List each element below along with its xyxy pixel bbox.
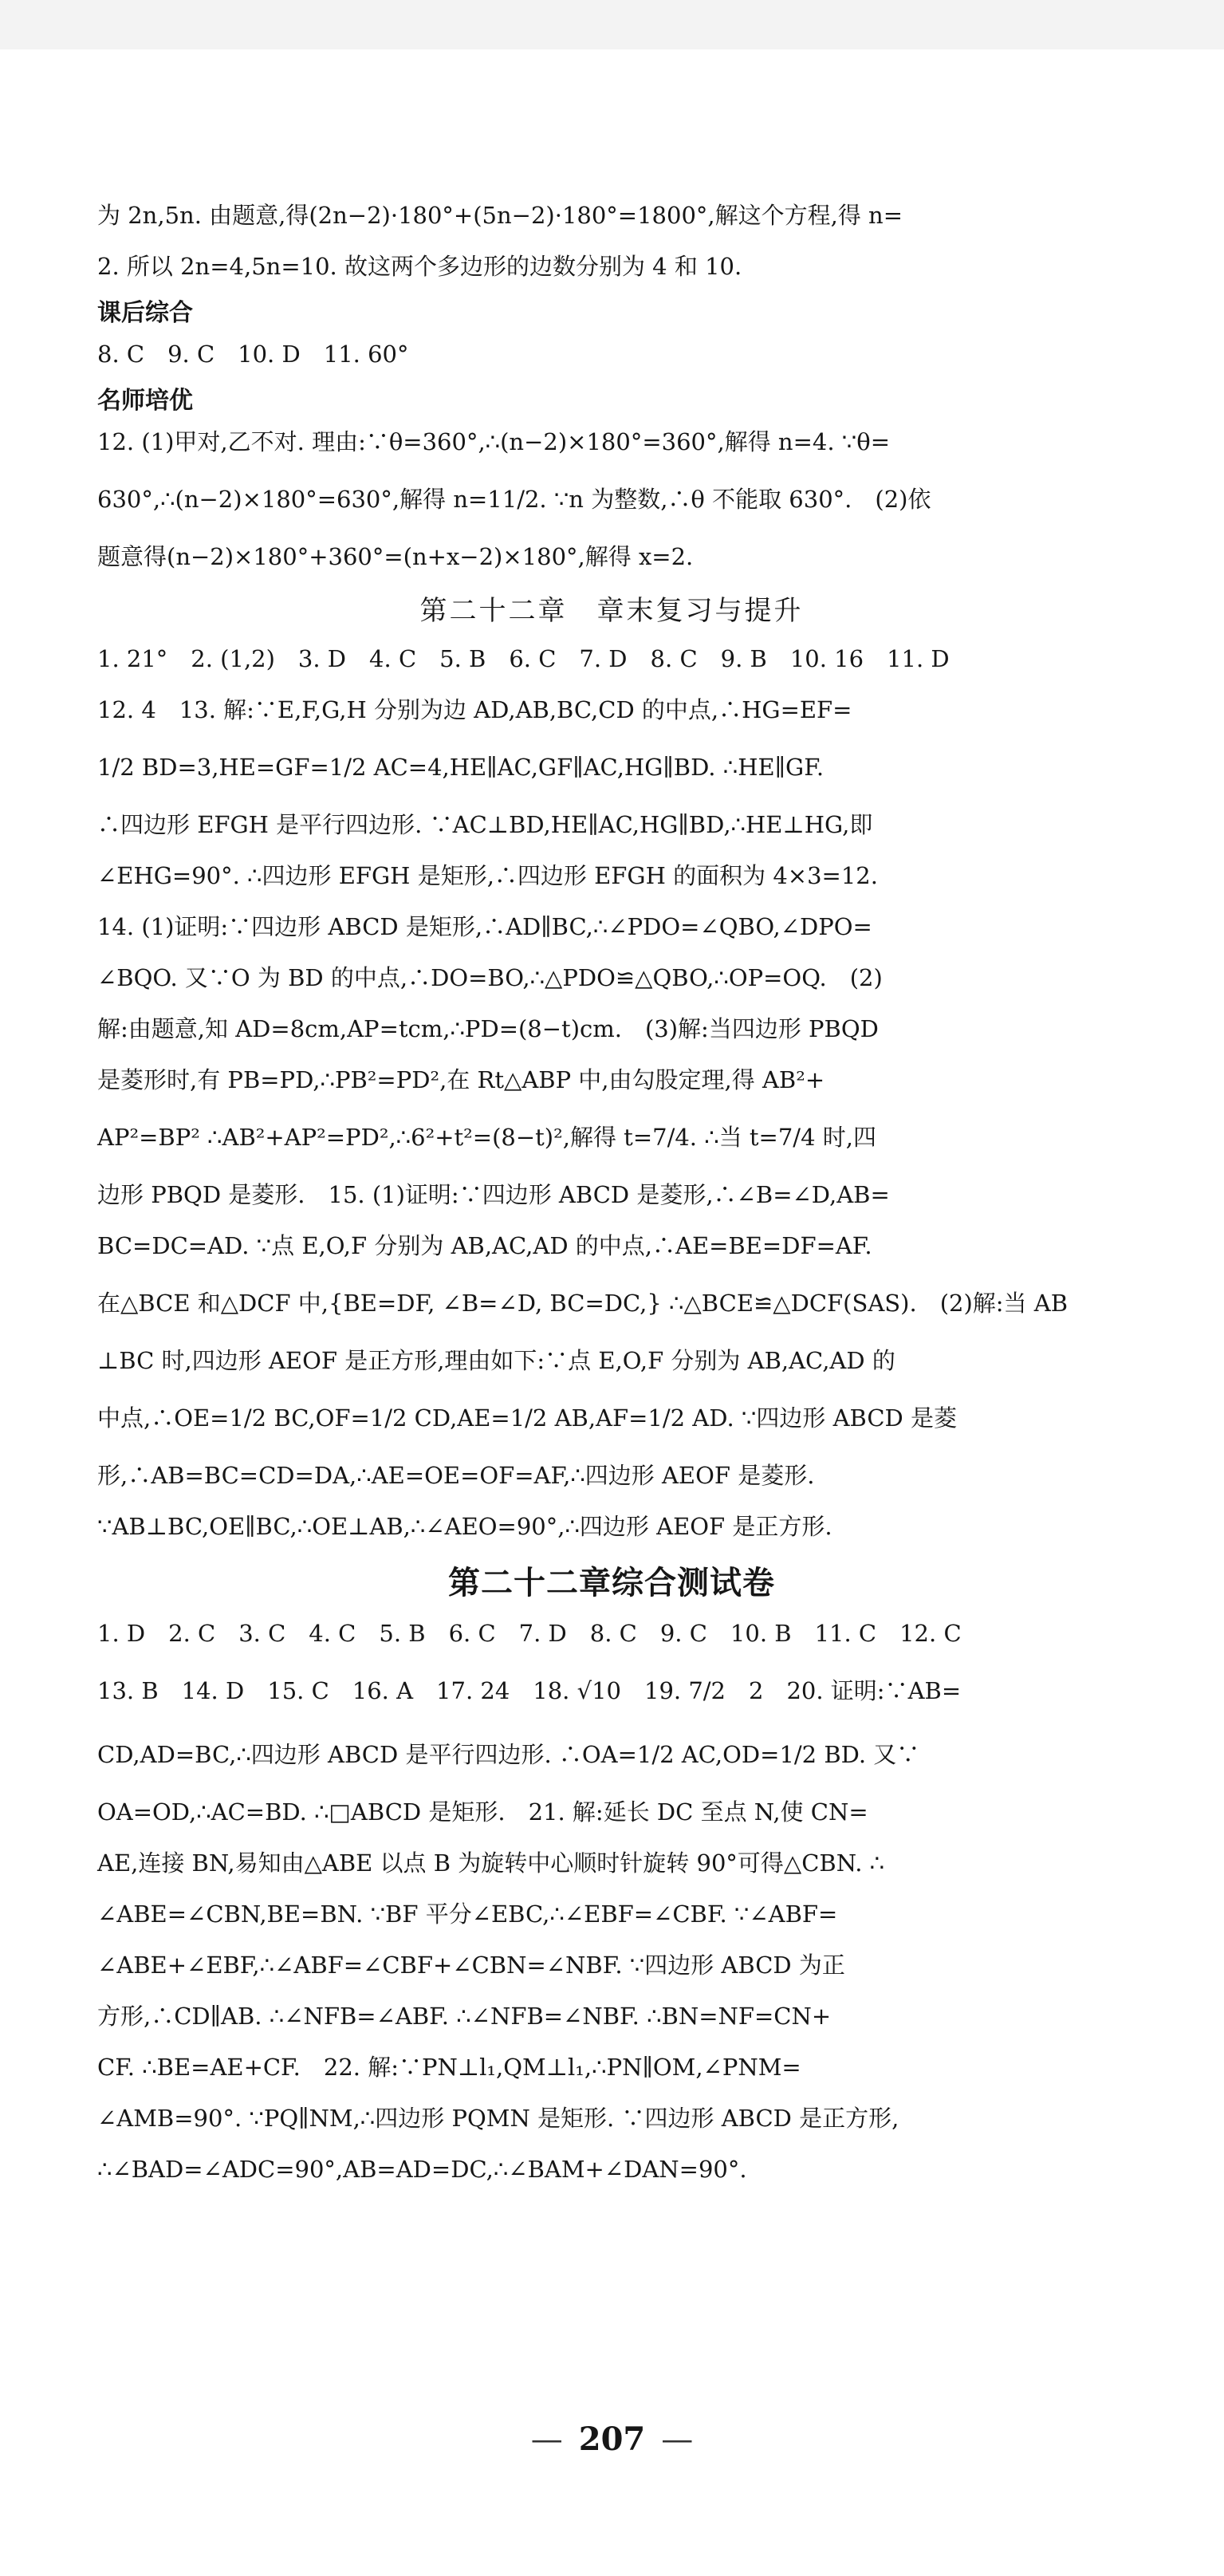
section-heading: 课后综合 xyxy=(97,299,193,327)
text-line: 边形 PBQD 是菱形. 15. (1)证明:∵四边形 ABCD 是菱形,∴∠B=∠D,AB= xyxy=(97,1180,890,1208)
text-line: 在△BCE 和△DCF 中,{BE=DF, ∠B=∠D, BC=DC,} ∴△BCE≌△DCF(SAS). (2)解:当 AB xyxy=(97,1289,1069,1317)
answer-line: 1. D 2. C 3. C 4. C 5. B 6. C 7. D 8. C 9. C 10. B 11. C 12. C xyxy=(97,1619,962,1647)
text-line: AP²=BP² ∴AB²+AP²=PD²,∴6²+t²=(8−t)²,解得 t=7/4. ∴当 t=7/4 时,四 xyxy=(97,1123,876,1151)
answer-line: 13. B 14. D 15. C 16. A 17. 24 18. √10 19. 7/2 2 20. 证明:∵AB= xyxy=(97,1676,962,1704)
text-line: BC=DC=AD. ∵点 E,O,F 分别为 AB,AC,AD 的中点,∴AE=BE=DF=AF. xyxy=(97,1231,872,1259)
text-line: ∠AMB=90°. ∵PQ∥NM,∴四边形 PQMN 是矩形. ∵四边形 ABCD 是正方形, xyxy=(97,2104,899,2132)
text-line: ∴四边形 EFGH 是平行四边形. ∵AC⊥BD,HE∥AC,HG∥BD,∴HE⊥HG,即 xyxy=(97,810,873,838)
page-footer xyxy=(0,2420,1224,2458)
text-line: 14. (1)证明:∵四边形 ABCD 是矩形,∴AD∥BC,∴∠PDO=∠QBO,∠DPO= xyxy=(97,912,872,940)
text-line: CD,AD=BC,∴四边形 ABCD 是平行四边形. ∴OA=1/2 AC,OD=1/2 BD. 又∵ xyxy=(97,1740,920,1768)
text-line: ∴∠BAD=∠ADC=90°,AB=AD=DC,∴∠BAM+∠DAN=90°. xyxy=(97,2155,747,2183)
text-line: ∠EHG=90°. ∴四边形 EFGH 是矩形,∴四边形 EFGH 的面积为 4×3=12. xyxy=(97,861,878,889)
scan-top-band xyxy=(0,0,1224,49)
text-line: ∵AB⊥BC,OE∥BC,∴OE⊥AB,∴∠AEO=90°,∴四边形 AEOF 是正方形. xyxy=(97,1512,832,1540)
text-line: 形,∴AB=BC=CD=DA,∴AE=OE=OF=AF,∴四边形 AEOF 是菱形. xyxy=(97,1461,815,1489)
text-line: CF. ∴BE=AE+CF. 22. 解:∵PN⊥l₁,QM⊥l₁,∴PN∥OM,∠PNM= xyxy=(97,2053,801,2081)
text-line: 12. 4 13. 解:∵E,F,G,H 分别为边 AD,AB,BC,CD 的中点,∴HG=EF= xyxy=(97,695,852,723)
text-line: 题意得(n−2)×180°+360°=(n+x−2)×180°,解得 x=2. xyxy=(97,542,694,570)
footer-dash: — xyxy=(661,2421,694,2458)
chapter-title: 第二十二章 章末复习与提升 xyxy=(419,594,804,627)
text-line: 中点,∴OE=1/2 BC,OF=1/2 CD,AE=1/2 AB,AF=1/2 AD. ∵四边形 ABCD 是菱 xyxy=(97,1404,958,1432)
text-line: 解:由题意,知 AD=8cm,AP=tcm,∴PD=(8−t)cm. (3)解:当四边形 PBQD xyxy=(97,1014,879,1042)
text-line: 是菱形时,有 PB=PD,∴PB²=PD²,在 Rt△ABP 中,由勾股定理,得 AB²+ xyxy=(97,1065,825,1093)
text-line: ∠ABE+∠EBF,∴∠ABF=∠CBF+∠CBN=∠NBF. ∵四边形 ABCD 为正 xyxy=(97,1951,845,1979)
section-heading: 名师培优 xyxy=(97,387,193,415)
text-line: 方形,∴CD∥AB. ∴∠NFB=∠ABF. ∴∠NFB=∠NBF. ∴BN=NF=CN+ xyxy=(97,2002,832,2030)
text-line: ∠ABE=∠CBN,BE=BN. ∵BF 平分∠EBC,∴∠EBF=∠CBF. ∵∠ABF= xyxy=(97,1900,838,1928)
page-content xyxy=(97,190,1126,2195)
chapter-title: 第二十二章综合测试卷 xyxy=(448,1564,775,1601)
text-line: OA=OD,∴AC=BD. ∴□ABCD 是矩形. 21. 解:延长 DC 至点 N,使 CN= xyxy=(97,1798,868,1826)
text-line: AE,连接 BN,易知由△ABE 以点 B 为旋转中心顺时针旋转 90°可得△CBN. ∴ xyxy=(97,1849,885,1877)
text-line: 2. 所以 2n=4,5n=10. 故这两个多边形的边数分别为 4 和 10. xyxy=(97,252,742,280)
answer-line: 8. C 9. C 10. D 11. 60° xyxy=(97,340,409,368)
footer-dash: — xyxy=(530,2421,563,2458)
text-line: 1/2 BD=3,HE=GF=1/2 AC=4,HE∥AC,GF∥AC,HG∥BD. ∴HE∥GF. xyxy=(97,753,825,781)
page-number: 207 xyxy=(578,2420,646,2458)
answer-line: 1. 21° 2. (1,2) 3. D 4. C 5. B 6. C 7. D 8. C 9. B 10. 16 11. D xyxy=(97,644,950,672)
text-line: 12. (1)甲对,乙不对. 理由:∵θ=360°,∴(n−2)×180°=360°,解得 n=4. ∵θ= xyxy=(97,427,890,455)
text-line: ⊥BC 时,四边形 AEOF 是正方形,理由如下:∵点 E,O,F 分别为 AB,AC,AD 的 xyxy=(97,1346,895,1374)
text-line: 为 2n,5n. 由题意,得(2n−2)·180°+(5n−2)·180°=1800°,解这个方程,得 n= xyxy=(97,201,903,229)
text-line: 630°,∴(n−2)×180°=630°,解得 n=11/2. ∵n 为整数,∴θ 不能取 630°. (2)依 xyxy=(97,485,931,513)
text-line: ∠BQO. 又∵O 为 BD 的中点,∴DO=BO,∴△PDO≌△QBO,∴OP=OQ. (2) xyxy=(97,963,883,991)
